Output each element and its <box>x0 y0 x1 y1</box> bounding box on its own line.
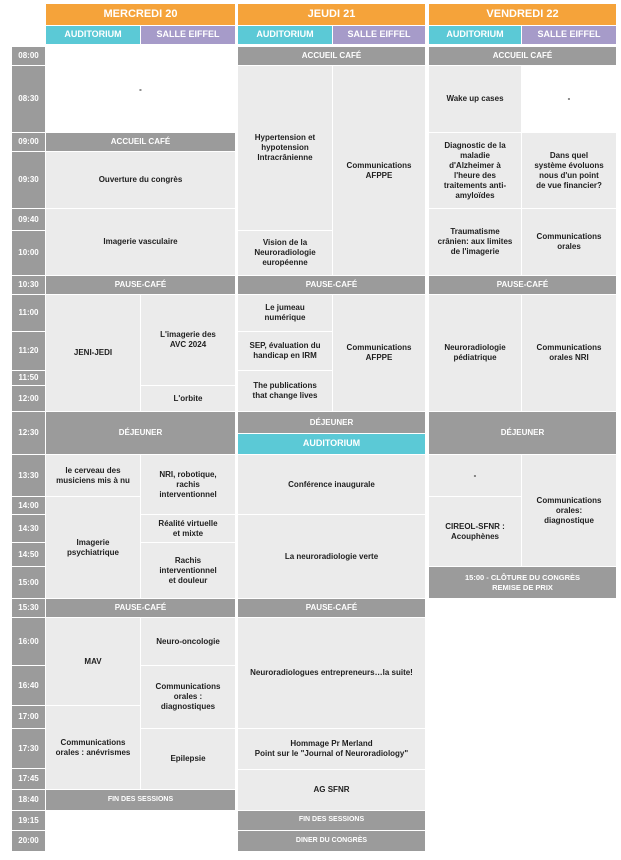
time-label: 09:30 <box>12 152 45 208</box>
time-label: 19:15 <box>12 811 45 830</box>
vendredi-neuroradiologie-pediatrique[interactable]: Neuroradiologie pédiatrique <box>429 295 521 411</box>
time-label: 09:00 <box>12 133 45 151</box>
vendredi-comm-orales-nri[interactable]: Communications orales NRI <box>522 295 616 411</box>
mercredi-pause-cafe-2: PAUSE-CAFÉ <box>46 599 235 617</box>
vendredi-wake-up-cases[interactable]: Wake up cases <box>429 66 521 132</box>
day-header-vendredi: VENDREDI 22 <box>429 4 616 25</box>
time-label: 08:30 <box>12 66 45 132</box>
jeudi-sep-handicap[interactable]: SEP, évaluation du handicap en IRM <box>238 332 332 370</box>
vendredi-dejeuner: DÉJEUNER <box>429 412 616 454</box>
vendredi-cireol-acouphenes[interactable]: CIREOL-SFNR : Acouphènes <box>429 497 521 566</box>
mercredi-comm-anevrismes[interactable]: Communications orales : anévrismes <box>46 706 140 789</box>
mercredi-epilepsie[interactable]: Epilepsie <box>141 729 235 789</box>
time-label: 08:00 <box>12 47 45 65</box>
mercredi-avc[interactable]: L'imagerie des AVC 2024 <box>141 295 235 385</box>
time-label: 14:50 <box>12 543 45 566</box>
day-header-jeudi: JEUDI 21 <box>238 4 425 25</box>
jeudi-vision-neuroradiologie[interactable]: Vision de la Neuroradiologie européenne <box>238 231 332 275</box>
mercredi-empty-slot: - <box>46 47 235 132</box>
time-label: 17:45 <box>12 769 45 789</box>
vendredi-empty-slot-2: - <box>429 455 521 496</box>
vendredi-pause-cafe: PAUSE-CAFÉ <box>429 276 616 294</box>
room-eiffel-vendredi: SALLE EIFFEL <box>522 26 616 44</box>
time-label: 11:50 <box>12 371 45 385</box>
jeudi-hypertension[interactable]: Hypertension et hypotension Intracrânienne <box>238 66 332 230</box>
vendredi-alzheimer[interactable]: Diagnostic de la maladie d'Alzheimer à l'heure des traitements anti-amyloïdes <box>429 133 521 208</box>
mercredi-dejeuner: DÉJEUNER <box>46 412 235 454</box>
jeudi-neuroradiologie-verte[interactable]: La neuroradiologie verte <box>238 515 425 598</box>
jeudi-publications[interactable]: The publications that change lives <box>238 371 332 411</box>
time-label: 10:00 <box>12 231 45 275</box>
room-auditorium-vendredi: AUDITORIUM <box>429 26 521 44</box>
jeudi-pause-cafe-1: PAUSE-CAFÉ <box>238 276 425 294</box>
mercredi-jeni-jedi[interactable]: JENI-JEDI <box>46 295 140 411</box>
time-label: 15:30 <box>12 599 45 617</box>
jeudi-accueil-cafe: ACCUEIL CAFÉ <box>238 47 425 65</box>
time-label: 11:20 <box>12 332 45 370</box>
time-label: 11:00 <box>12 295 45 331</box>
mercredi-fin-sessions: FIN DES SESSIONS <box>46 790 235 810</box>
mercredi-imagerie-vasculaire[interactable]: Imagerie vasculaire <box>46 209 235 275</box>
time-label: 16:40 <box>12 666 45 705</box>
jeudi-dejeuner: DÉJEUNER <box>238 412 425 433</box>
time-label: 14:30 <box>12 515 45 542</box>
time-label: 16:00 <box>12 618 45 665</box>
time-label: 13:30 <box>12 455 45 496</box>
time-label: 17:00 <box>12 706 45 728</box>
vendredi-comm-orales-diagnostique[interactable]: Communications orales: diagnostique <box>522 455 616 566</box>
room-auditorium-jeudi: AUDITORIUM <box>238 26 332 44</box>
time-label: 10:30 <box>12 276 45 294</box>
time-label: 20:00 <box>12 831 45 851</box>
mercredi-accueil-cafe: ACCUEIL CAFÉ <box>46 133 235 151</box>
vendredi-cloture-congres: 15:00 - CLÔTURE DU CONGRÈS REMISE DE PRIX <box>429 567 616 598</box>
room-eiffel-mercredi: SALLE EIFFEL <box>141 26 235 44</box>
jeudi-entrepreneurs[interactable]: Neuroradiologues entrepreneurs…la suite! <box>238 618 425 728</box>
room-eiffel-jeudi: SALLE EIFFEL <box>333 26 425 44</box>
time-label: 15:00 <box>12 567 45 598</box>
jeudi-auditorium-header: AUDITORIUM <box>238 434 425 454</box>
time-label: 17:30 <box>12 729 45 768</box>
jeudi-jumeau-numerique[interactable]: Le jumeau numérique <box>238 295 332 331</box>
jeudi-comm-afppe-2[interactable]: Communications AFPPE <box>333 295 425 411</box>
vendredi-accueil-cafe: ACCUEIL CAFÉ <box>429 47 616 65</box>
time-label: 12:00 <box>12 386 45 411</box>
mercredi-mav[interactable]: MAV <box>46 618 140 705</box>
jeudi-comm-afppe-1[interactable]: Communications AFPPE <box>333 66 425 275</box>
jeudi-pause-cafe-2: PAUSE-CAFÉ <box>238 599 425 617</box>
mercredi-neuro-oncologie[interactable]: Neuro-oncologie <box>141 618 235 665</box>
mercredi-cerveau-musiciens[interactable]: le cerveau des musiciens mis à nu <box>46 455 140 496</box>
mercredi-pause-cafe-1: PAUSE-CAFÉ <box>46 276 235 294</box>
mercredi-nri-robotique[interactable]: NRI, robotique, rachis interventionnel <box>141 455 235 514</box>
time-label: 12:30 <box>12 412 45 454</box>
room-auditorium-mercredi: AUDITORIUM <box>46 26 140 44</box>
mercredi-realite-virtuelle[interactable]: Réalité virtuelle et mixte <box>141 515 235 542</box>
vendredi-empty-slot: - <box>522 66 616 132</box>
mercredi-imagerie-psychiatrique[interactable]: Imagerie psychiatrique <box>46 497 140 598</box>
jeudi-diner-congres: DINER DU CONGRÈS <box>238 831 425 851</box>
time-label: 18:40 <box>12 790 45 810</box>
vendredi-traumatisme-cranien[interactable]: Traumatisme crânien: aux limites de l'imagerie <box>429 209 521 275</box>
mercredi-orbite[interactable]: L'orbite <box>141 386 235 411</box>
vendredi-comm-orales[interactable]: Communications orales <box>522 209 616 275</box>
vendredi-systeme-financier[interactable]: Dans quel système évoluons nous d'un point de vue financier? <box>522 133 616 208</box>
jeudi-fin-sessions: FIN DES SESSIONS <box>238 811 425 830</box>
mercredi-comm-diagnostiques[interactable]: Communications orales : diagnostiques <box>141 666 235 728</box>
jeudi-conference-inaugurale[interactable]: Conférence inaugurale <box>238 455 425 514</box>
time-label: 09:40 <box>12 209 45 230</box>
mercredi-ouverture[interactable]: Ouverture du congrès <box>46 152 235 208</box>
time-label: 14:00 <box>12 497 45 514</box>
day-header-mercredi: MERCREDI 20 <box>46 4 235 25</box>
jeudi-ag-sfnr[interactable]: AG SFNR <box>238 770 425 810</box>
mercredi-rachis-douleur[interactable]: Rachis interventionnel et douleur <box>141 543 235 598</box>
jeudi-hommage-merland[interactable]: Hommage Pr Merland Point sur le "Journal of Neuroradiology" <box>238 729 425 769</box>
